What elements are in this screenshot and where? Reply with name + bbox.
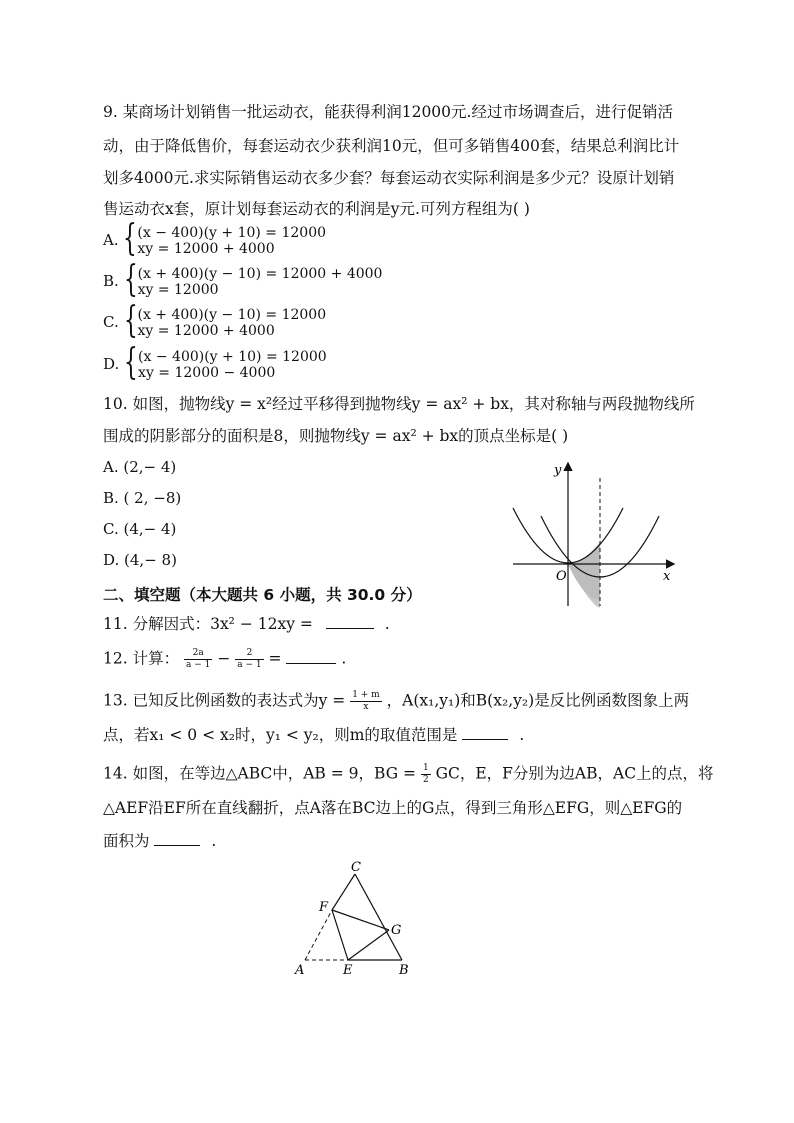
- point-label-F: F: [319, 900, 329, 915]
- frac-num: 1: [422, 763, 429, 773]
- q14-line-2: △AEF沿EF所在直线翻折，点A落在BC边上的G点，得到三角形△EFG，则△EFG的: [103, 799, 683, 817]
- segment-BC: [355, 874, 402, 960]
- q10-option-d[interactable]: D. (4,− 8): [103, 551, 177, 569]
- q9-line-1: 9. 某商场计划销售一批运动衣，能获得利润12000元.经过市场调查后，进行促销活: [103, 103, 673, 121]
- q12-prefix: 12. 计算：: [103, 649, 180, 668]
- segment-AF-dashed: [305, 910, 332, 960]
- segment-FE: [332, 910, 348, 960]
- q14-tail: .: [211, 832, 217, 850]
- q9-line-4: 售运动衣x套，原计划每套运动衣的利润是y元.可列方程组为( ): [103, 200, 530, 218]
- q10-option-c[interactable]: C. (4,− 4): [103, 520, 177, 538]
- q12-fraction-1: [184, 648, 212, 671]
- q11-text: 11. 分解因式：3x² − 12xy =: [103, 615, 313, 633]
- q10-option-b[interactable]: B. ( 2, −8): [103, 489, 182, 507]
- q10-line-2: 围成的阴影部分的面积是8，则抛物线y = ax² + bx的顶点坐标是( ): [103, 427, 569, 445]
- q13-line-2: [103, 725, 524, 745]
- segment-CF: [332, 874, 355, 910]
- q14-line-1: [103, 763, 714, 786]
- equation-1: (x + 400)(y − 10) = 12000 + 4000: [137, 266, 383, 282]
- q13-line-1: [103, 690, 689, 713]
- q14-fraction: [421, 763, 431, 786]
- option-label: B.: [103, 272, 119, 290]
- q11-answer-blank[interactable]: [326, 614, 374, 629]
- y-axis-label: y: [554, 463, 562, 478]
- q9-option-b[interactable]: [103, 259, 383, 300]
- equation-2: xy = 12000 − 4000: [138, 365, 276, 381]
- triangle-figure: [290, 860, 420, 980]
- brace-icon: {: [123, 300, 138, 341]
- q14-answer-blank[interactable]: [154, 831, 200, 846]
- q13-answer-blank[interactable]: [462, 725, 508, 740]
- minus-sign: −: [217, 649, 231, 668]
- equation-2: xy = 12000 + 4000: [137, 241, 275, 257]
- section-title: 二、填空题（本大题共 6 小题，共 30.0 分）: [103, 586, 422, 604]
- option-label: C.: [103, 313, 119, 331]
- equation-system: [123, 218, 327, 259]
- x-axis-label: x: [663, 569, 671, 584]
- frac-den: 2: [422, 775, 429, 785]
- q12-fraction-2: [235, 648, 263, 671]
- frac-den: a − 1: [237, 660, 262, 670]
- brace-icon: {: [123, 259, 138, 300]
- q9-option-c[interactable]: [103, 300, 327, 341]
- q14-text-b: GC，E，F分别为边AB，AC上的点，将: [435, 764, 714, 783]
- q14-text-a: 14. 如图，在等边△ABC中，AB = 9，BG =: [103, 764, 416, 783]
- frac-den: a − 1: [186, 660, 211, 670]
- equation-system: [124, 342, 327, 383]
- brace-icon: {: [123, 218, 138, 259]
- q13-tail: .: [519, 726, 525, 744]
- origin-label: O: [556, 569, 567, 584]
- point-label-E: E: [343, 963, 353, 978]
- q14-text-3: 面积为: [103, 832, 150, 850]
- segment-EG: [348, 930, 389, 960]
- option-label: A.: [103, 231, 119, 249]
- frac-num: 2: [235, 648, 263, 660]
- point-label-C: C: [351, 860, 361, 875]
- q14-line-3: [103, 831, 216, 851]
- q10-option-a[interactable]: A. (2,− 4): [103, 458, 177, 476]
- brace-icon: {: [124, 342, 138, 383]
- equals-sign: =: [268, 649, 282, 668]
- q11: [103, 614, 390, 634]
- q9-line-2: 动，由于降低售价，每套运动衣少获利润10元，但可多销售400套，结果总利润比计: [103, 137, 680, 155]
- q11-tail: .: [384, 615, 390, 633]
- parabola-figure: [505, 458, 685, 608]
- q12-answer-blank[interactable]: [286, 649, 336, 664]
- equation-1: (x + 400)(y − 10) = 12000: [137, 307, 327, 323]
- equation-system: [123, 300, 327, 341]
- frac-num: 1 + m: [352, 690, 380, 700]
- point-label-B: B: [399, 963, 409, 978]
- q12-tail: .: [341, 649, 347, 668]
- q13-fraction: [350, 690, 382, 713]
- q9-option-a[interactable]: [103, 218, 327, 259]
- q10-line-1: 10. 如图，抛物线y = x²经过平移得到抛物线y = ax² + bx，其对称轴与两段抛物线所: [103, 395, 695, 413]
- q9-line-3: 划多4000元.求实际销售运动衣多少套？每套运动衣实际利润是多少元？设原计划销: [103, 169, 675, 187]
- point-label-A: A: [295, 963, 305, 978]
- point-label-G: G: [391, 923, 402, 938]
- q9-option-d[interactable]: [103, 342, 327, 383]
- q13-text-b: ，A(x₁,y₁)和B(x₂,y₂)是反比例函数图象上两: [386, 691, 690, 710]
- q13-text-a: 13. 已知反比例函数的表达式为y =: [103, 691, 346, 710]
- frac-num: 2a: [184, 648, 212, 660]
- q12: [103, 648, 346, 671]
- q13-text-2: 点，若x₁ < 0 < x₂时，y₁ < y₂，则m的取值范围是: [103, 726, 458, 744]
- frac-den: x: [363, 702, 369, 712]
- option-label: D.: [103, 355, 120, 373]
- equation-1: (x − 400)(y + 10) = 12000: [137, 225, 327, 241]
- equation-2: xy = 12000 + 4000: [137, 323, 275, 339]
- equation-1: (x − 400)(y + 10) = 12000: [138, 349, 327, 365]
- equation-system: [123, 259, 383, 300]
- equation-2: xy = 12000: [137, 282, 219, 298]
